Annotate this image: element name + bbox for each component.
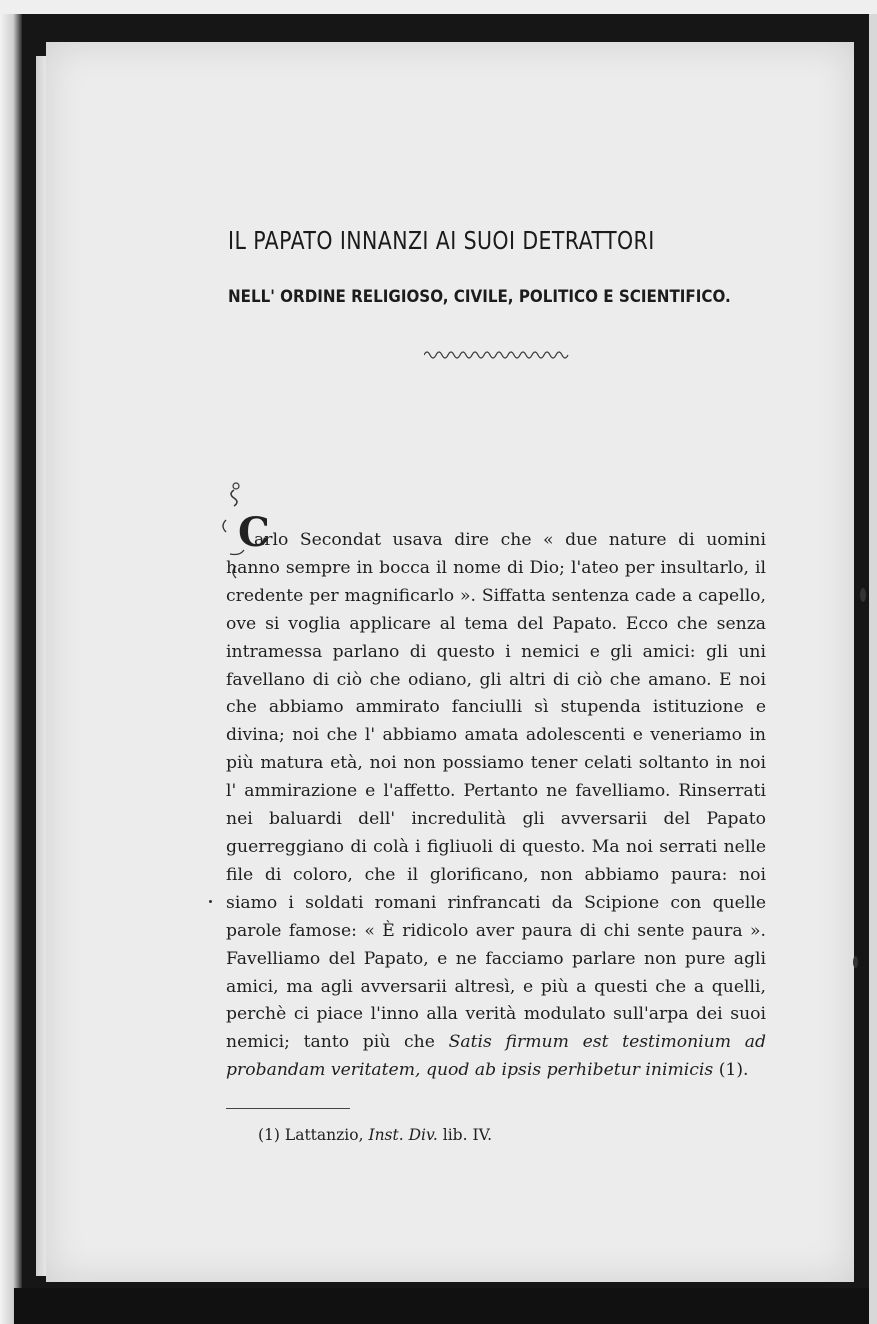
- scan-speck: [860, 588, 866, 602]
- latin-quote: Satis firmum est testimonium ad probandam veritatem, quod ab ipsis perhibetur inimicis: [226, 1032, 766, 1081]
- scan-speck: [853, 956, 858, 968]
- footnote-author: Lattanzio,: [284, 1126, 364, 1144]
- drop-cap-letter: C: [238, 509, 270, 556]
- scan-speck: [209, 900, 212, 903]
- page-subtitle: NELL' ORDINE RELIGIOSO, CIVILE, POLITICO E SCIENTIFICO.: [228, 287, 731, 307]
- footnote: [258, 1126, 658, 1144]
- page-title: IL PAPATO INNANZI AI SUOI DETRATTORI: [228, 226, 655, 255]
- footnote-number: (1): [258, 1126, 280, 1144]
- footnote-reference: (1).: [718, 1060, 749, 1081]
- footnote-divider: [226, 1108, 350, 1109]
- footnote-work: Inst. Div.: [368, 1126, 438, 1144]
- book-cover-bottom: [14, 1288, 869, 1324]
- body-text-main: arlo Secondat usava dire che « due nature di uomini hanno sempre in bocca il nome di Dio; l'ateo per insultarlo, il credente per magnificarlo ». Siffatta sentenza cade a capello, ove si voglia applicare al tema del Papato. Ecco che senza intramessa parlano di questo i nemici e gli amici: gli uni favellano di ciò che odiano, gli altri di ciò che amano. E noi che abbiamo ammirato fanciulli sì stupenda istituzione e divina; noi che l' abbiamo amata adolescenti e veneriamo in più matura età, noi non possiamo tener celati soltanto in noi l' ammirazione e l'affetto. Pertanto ne favelliamo. Rinserrati nei baluardi dell' incredulità gli avversarii del Papato guerreggiano di colà i figliuoli di questo. Ma noi serrati nelle file di coloro, che il glorificano, non abbiamo paura: noi siamo i soldati romani rinfrancati da Scipione con quelle parole famose: « È ridicolo aver paura di chi sente paura ». Favelliamo del Papato, e ne facciamo parlare non pure agli amici, ma agli avversarii altresì, e più a questi che a quelli, perchè ci piace l'inno alla verità modulato sull'arpa dei suoi nemici; tanto più che: [226, 530, 766, 1053]
- body-paragraph: [226, 527, 766, 1085]
- wavy-ornament-divider: [424, 348, 572, 362]
- scanner-top-edge: [0, 0, 877, 14]
- footnote-book: lib. IV.: [442, 1126, 492, 1144]
- scanner-edge: [0, 0, 22, 1324]
